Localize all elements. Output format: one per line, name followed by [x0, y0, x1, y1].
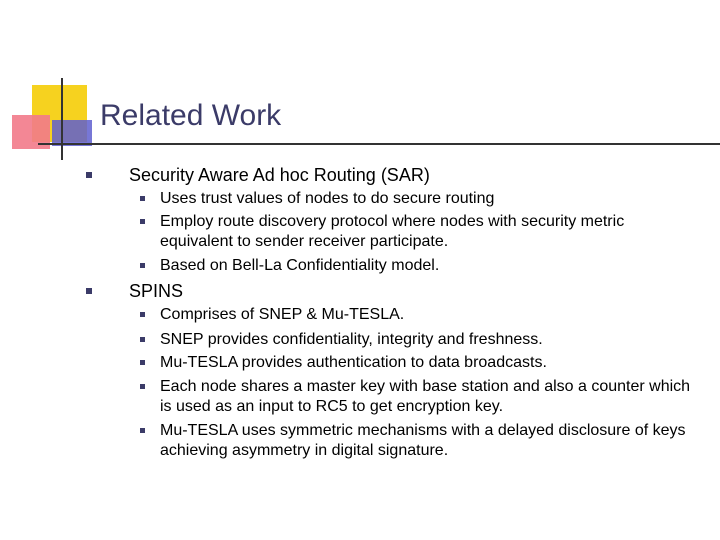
bullet-icon — [140, 337, 145, 342]
slide-title: Related Work — [100, 99, 282, 132]
bullet-icon — [140, 312, 145, 317]
bullet-icon — [140, 360, 145, 365]
bullet-icon — [140, 219, 145, 224]
list-item-text: Mu-TESLA provides authentication to data broadcasts. — [160, 354, 547, 371]
bullet-icon — [86, 288, 92, 294]
list-item-text: Uses trust values of nodes to do secure routing — [160, 190, 495, 207]
list-item-text: Based on Bell-La Confidentiality model. — [160, 257, 440, 274]
bullet-icon — [140, 384, 145, 389]
list-item-text: Comprises of SNEP & Mu-TESLA. — [160, 306, 405, 323]
bullet-icon — [140, 196, 145, 201]
bullet-icon — [140, 428, 145, 433]
section-heading: Security Aware Ad hoc Routing (SAR) — [129, 165, 430, 185]
list-item-text: Employ route discovery protocol where nodes with security metric equivalent to sender receiver participate. — [160, 213, 625, 250]
list-item-text: Each node shares a master key with base station and also a counter which is used as an input to RC5 to get encryption key. — [160, 378, 691, 415]
section-heading: SPINS — [129, 281, 184, 301]
list-item-text: SNEP provides confidentiality, integrity and freshness. — [160, 331, 543, 348]
bullet-icon — [140, 263, 145, 268]
bullet-icon — [86, 172, 92, 178]
list-item-text: Mu-TESLA uses symmetric mechanisms with a delayed disclosure of keys achieving asymmetry in digital signature. — [160, 422, 686, 459]
